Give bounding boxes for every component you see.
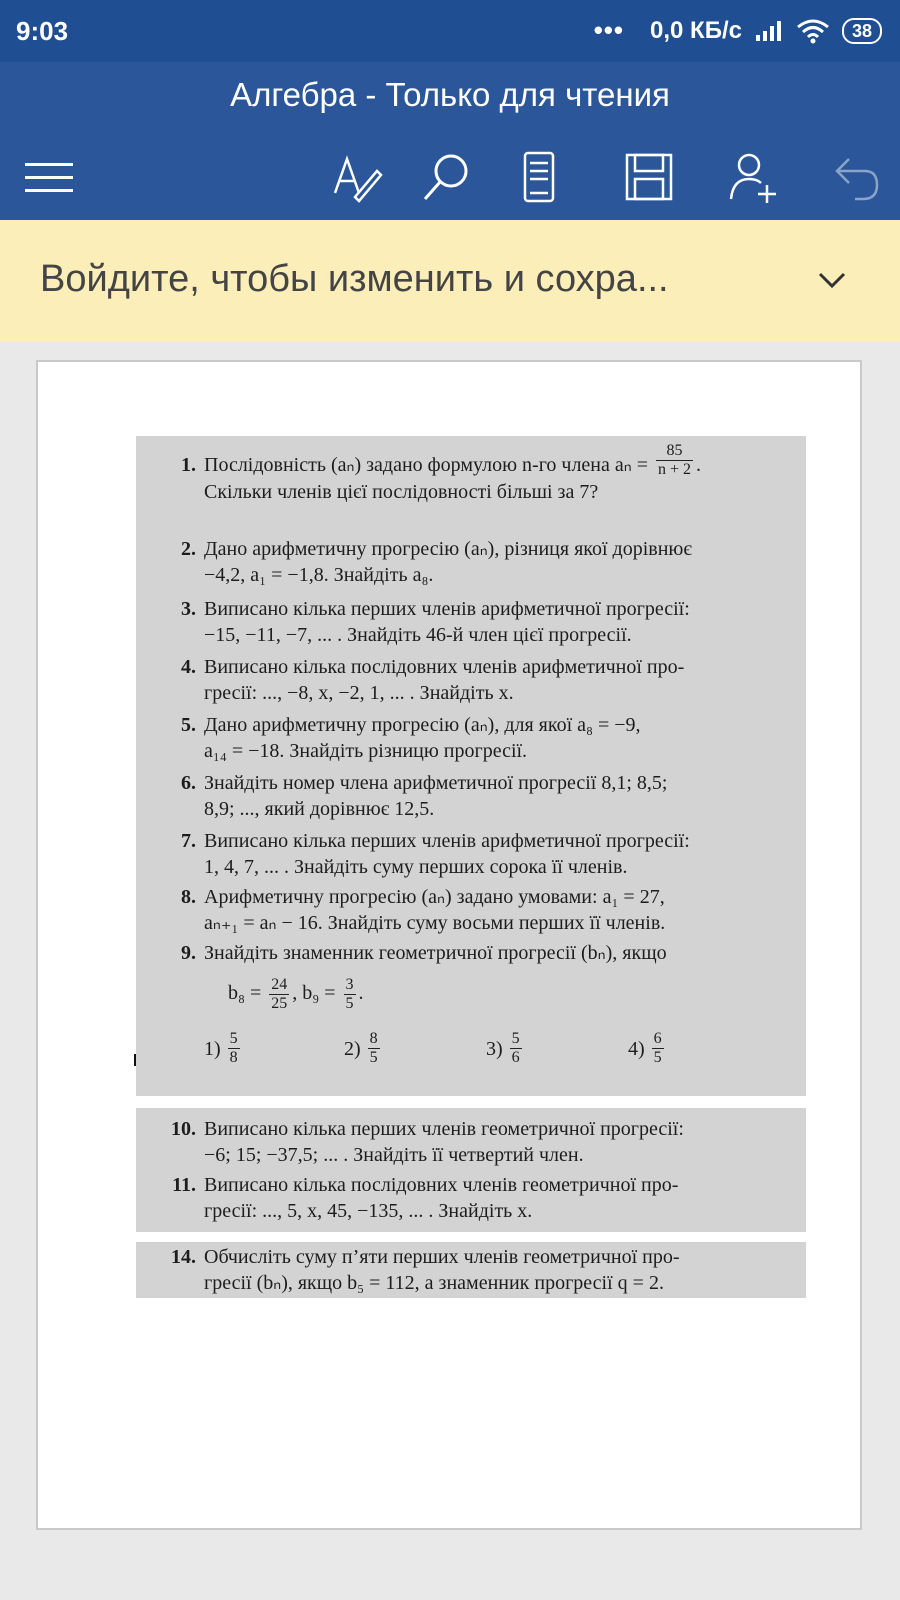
problem-9-answers [204,1030,764,1090]
save-icon [621,149,677,205]
problem-10: 10. Виписано кілька перших членів геометричної прогресії: −6; 15; −37,5; ... . Знайдіть її четвертий член. [171,1118,684,1166]
app-bar [0,62,900,220]
status-indicators [594,15,882,46]
answer-option-4: 4) $\frac{6}{5}$ [628,1030,662,1066]
menu-button[interactable] [14,142,84,212]
problem-14: 14. Обчисліть суму п’яти перших членів геометричної про- гресії (bₙ), якщо b₅ = 112, а знаменник прогресії q = 2. [171,1246,680,1294]
wifi-icon [796,18,830,44]
save-button[interactable] [614,142,684,212]
problem-9-given: b₈ = $\frac{24}{25}$ , b₉ = $\frac{3}{5}$ . [228,976,364,1012]
signal-icon [754,19,784,43]
problem-3: 3. Виписано кілька перших членів арифметичної прогресії: −15, −11, −7, ... . Знайдіть 46-й член цієї прогресії. [181,598,690,646]
reading-mode-button[interactable] [504,142,574,212]
search-icon [419,149,475,205]
network-speed: 0,0 КБ/с [650,16,742,44]
problem-1: 1. Послідовність (aₙ) задано формулою n-го члена aₙ = $\frac{85}{n + 2}$ . Скільки членів цієї послідовності більші за 7? [181,441,702,503]
sign-in-banner[interactable] [0,220,900,342]
answer-option-3: 3) $\frac{5}{6}$ [486,1030,520,1066]
problem-7: 7. Виписано кілька перших членів арифметичної прогресії: 1, 4, 7, ... . Знайдіть суму перших сорока її членів. [181,830,690,878]
share-button[interactable] [718,142,788,212]
search-button[interactable] [412,142,482,212]
document-area[interactable] [0,342,900,1600]
chevron-down-icon[interactable] [814,262,850,298]
notification-dots: ••• [593,15,625,45]
problem-9: 9. Знайдіть знаменник геометричної прогресії (bₙ), якщо [181,942,667,964]
problem-8: 8. Арифметичну прогресію (aₙ) задано умовами: a₁ = 27, aₙ₊₁ = aₙ − 16. Знайдіть суму восьми перших її членів. [181,886,666,934]
problem-11: 11. Виписано кілька послідовних членів геометричної про- гресії: ..., 5, x, 45, −135, ... . Знайдіть x. [172,1174,679,1222]
answer-option-2: 2) $\frac{8}{5}$ [344,1030,378,1066]
problem-2: 2. Дано арифметичну прогресію (aₙ), різниця якої дорівнює −4,2, a₁ = −1,8. Знайдіть a₈. [181,538,692,586]
status-bar [0,0,900,62]
problem-5: 5. Дано арифметичну прогресію (aₙ), для якої a₈ = −9, a₁₄ = −18. Знайдіть різницю прогресії. [181,714,641,762]
battery-indicator: 38 [842,18,882,44]
sign-in-banner-text: Войдите, чтобы изменить и сохра... [40,258,669,300]
clock: 9:03 [16,16,69,46]
scanned-image-problems-10-11 [136,1108,806,1232]
undo-button[interactable] [818,142,888,212]
answer-option-1: 1) $\frac{5}{8}$ [204,1030,238,1066]
edit-button[interactable] [322,142,392,212]
text-cursor [134,1054,136,1066]
problem-4: 4. Виписано кілька послідовних членів арифметичної про- гресії: ..., −8, x, −2, 1, ... . Знайдіть x. [181,656,685,704]
reading-mode-icon [511,149,567,205]
toolbar [0,142,900,212]
undo-icon [825,149,881,205]
document-page[interactable] [36,360,862,1530]
scanned-image-problem-14 [136,1242,806,1298]
document-title: Алгебра - Только для чтения [230,76,670,113]
share-person-icon [725,149,781,205]
scanned-image-problems-1-9 [136,436,806,1096]
menu-icon [21,149,77,205]
problem-6: 6. Знайдіть номер члена арифметичної прогресії 8,1; 8,5; 8,9; ..., який дорівнює 12,5. [181,772,668,820]
edit-icon [329,149,385,205]
